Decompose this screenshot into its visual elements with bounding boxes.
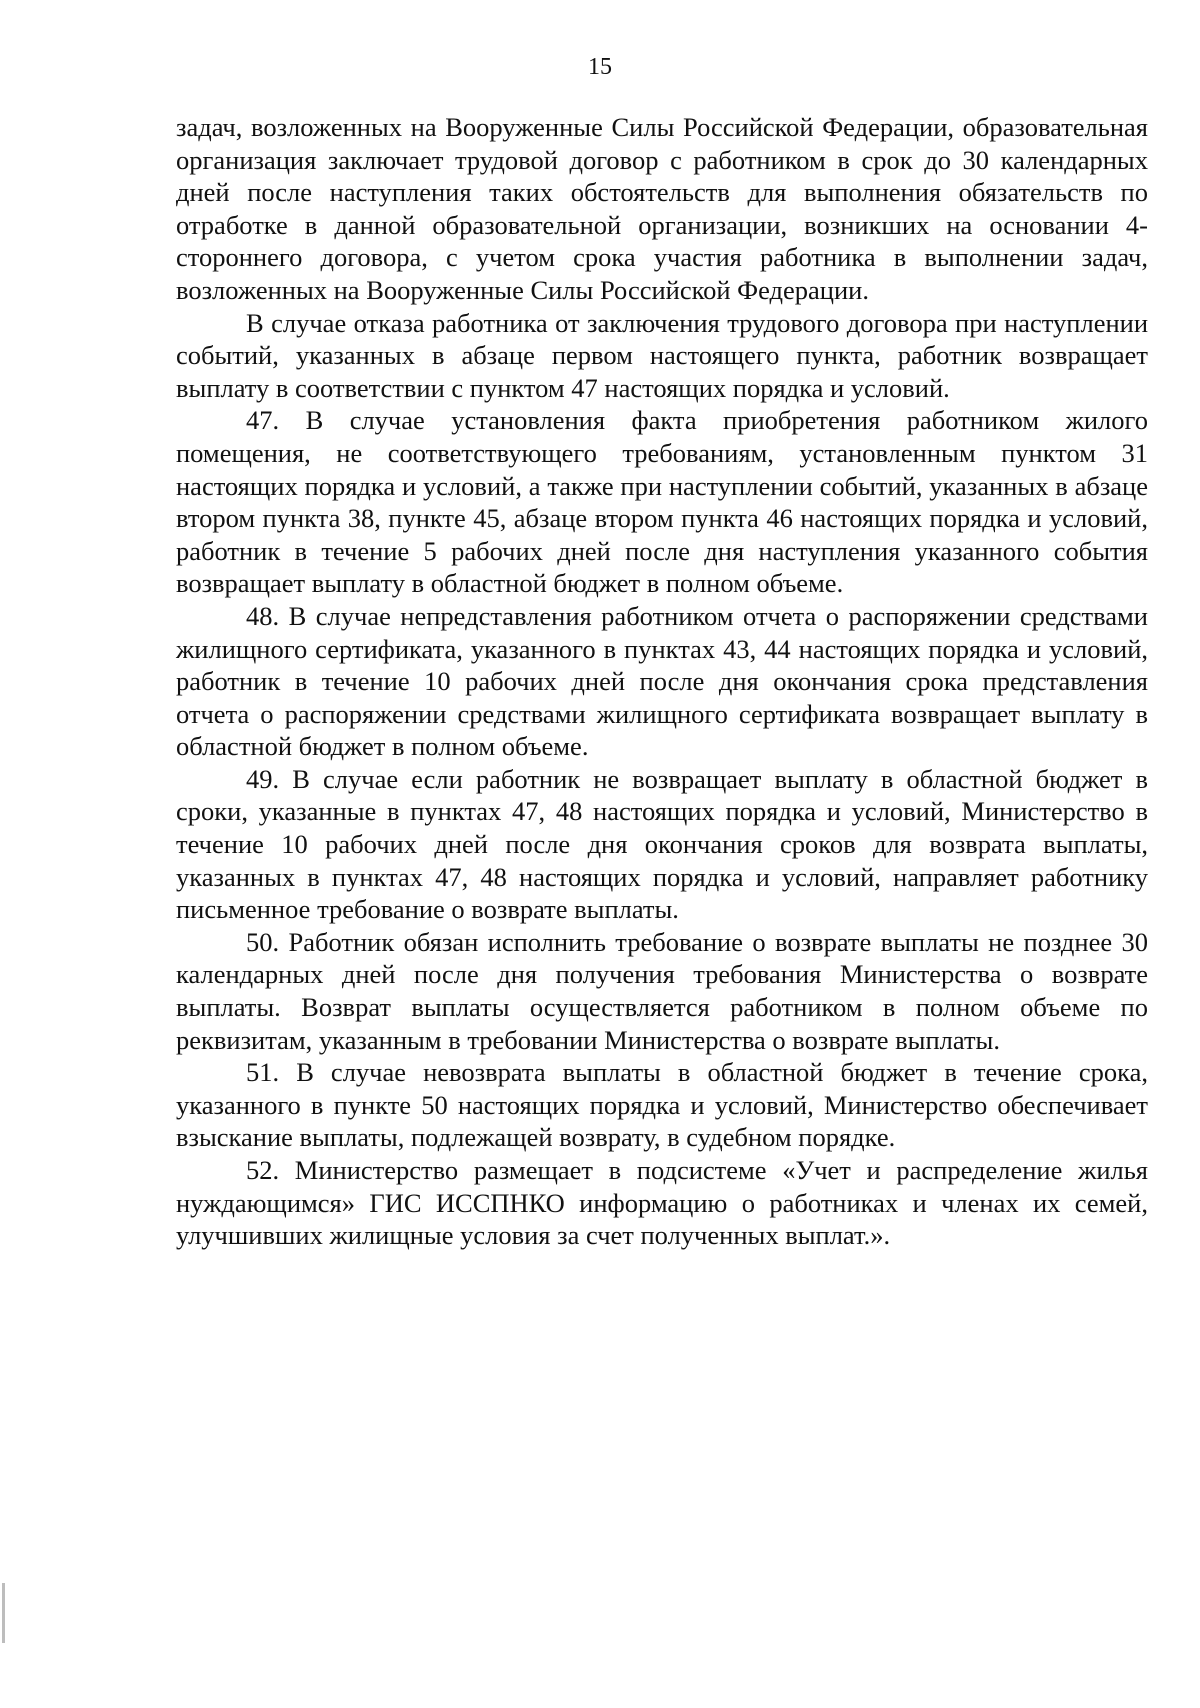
paragraph-item-52: 52. Министерство размещает в подсистеме «Учет и распределение жилья нуждающимся» ГИС ИССПНКО информацию о работниках и членах их семей, улучшивших жилищные условия за счет полученных выплат.». [176, 1155, 1148, 1251]
paragraph-item-51: 51. В случае невозврата выплаты в областной бюджет в течение срока, указанного в пункте 50 настоящих порядка и условий, Министерство обеспечивает взыскание выплаты, подлежащей возврату, в судебном порядке. [176, 1057, 1148, 1153]
paragraph-item-48: 48. В случае непредставления работником отчета о распоряжении средствами жилищного сертификата, указанного в пунктах 43, 44 настоящих порядка и условий, работник в течение 10 рабочих дней после дня окончания срока представления отчета о распоряжении средствами жилищного сертификата возвращает выплату в областной бюджет в полном объеме. [176, 600, 1148, 762]
paragraph-item-49: 49. В случае если работник не возвращает выплату в областной бюджет в сроки, указанные в пунктах 47, 48 настоящих порядка и условий, Министерство в течение 10 рабочих дней после дня окончания сроков для возврата выплаты, указанных в пунктах 47, 48 настоящих порядка и условий, направляет работнику письменное требование о возврате выплаты. [176, 763, 1148, 925]
paragraph-continuation: задач, возложенных на Вооруженные Силы Российской Федерации, образовательная организация заключает трудовой договор с работником в срок до 30 календарных дней после наступления таких обстоятельств для выполнения обязательств по отработке в данной образовательной организации, возникших на основании 4-стороннего договора, с учетом срока участия работника в выполнении задач, возложенных на Вооруженные Силы Российской Федерации. [176, 112, 1148, 305]
paragraph-refusal: В случае отказа работника от заключения трудового договора при наступлении событий, указанных в абзаце первом настоящего пункта, работник возвращает выплату в соответствии с пунктом 47 настоящих порядка и условий. [176, 307, 1148, 403]
document-body [176, 111, 1148, 1252]
scan-edge-mark [2, 1583, 5, 1643]
page-number: 15 [588, 54, 612, 80]
paragraph-item-50: 50. Работник обязан исполнить требование о возврате выплаты не позднее 30 календарных дней после дня получения требования Министерства о возврате выплаты. Возврат выплаты осуществляется работником в полном объеме по реквизитам, указанным в требовании Министерства о возврате выплаты. [176, 926, 1148, 1055]
paragraph-item-47: 47. В случае установления факта приобретения работником жилого помещения, не соответствующего требованиям, установленным пунктом 31 настоящих порядка и условий, а также при наступлении событий, указанных в абзаце втором пункта 38, пункте 45, абзаце втором пункта 46 настоящих порядка и условий, работник в течение 5 рабочих дней после дня наступления указанного события возвращает выплату в областной бюджет в полном объеме. [176, 405, 1148, 599]
